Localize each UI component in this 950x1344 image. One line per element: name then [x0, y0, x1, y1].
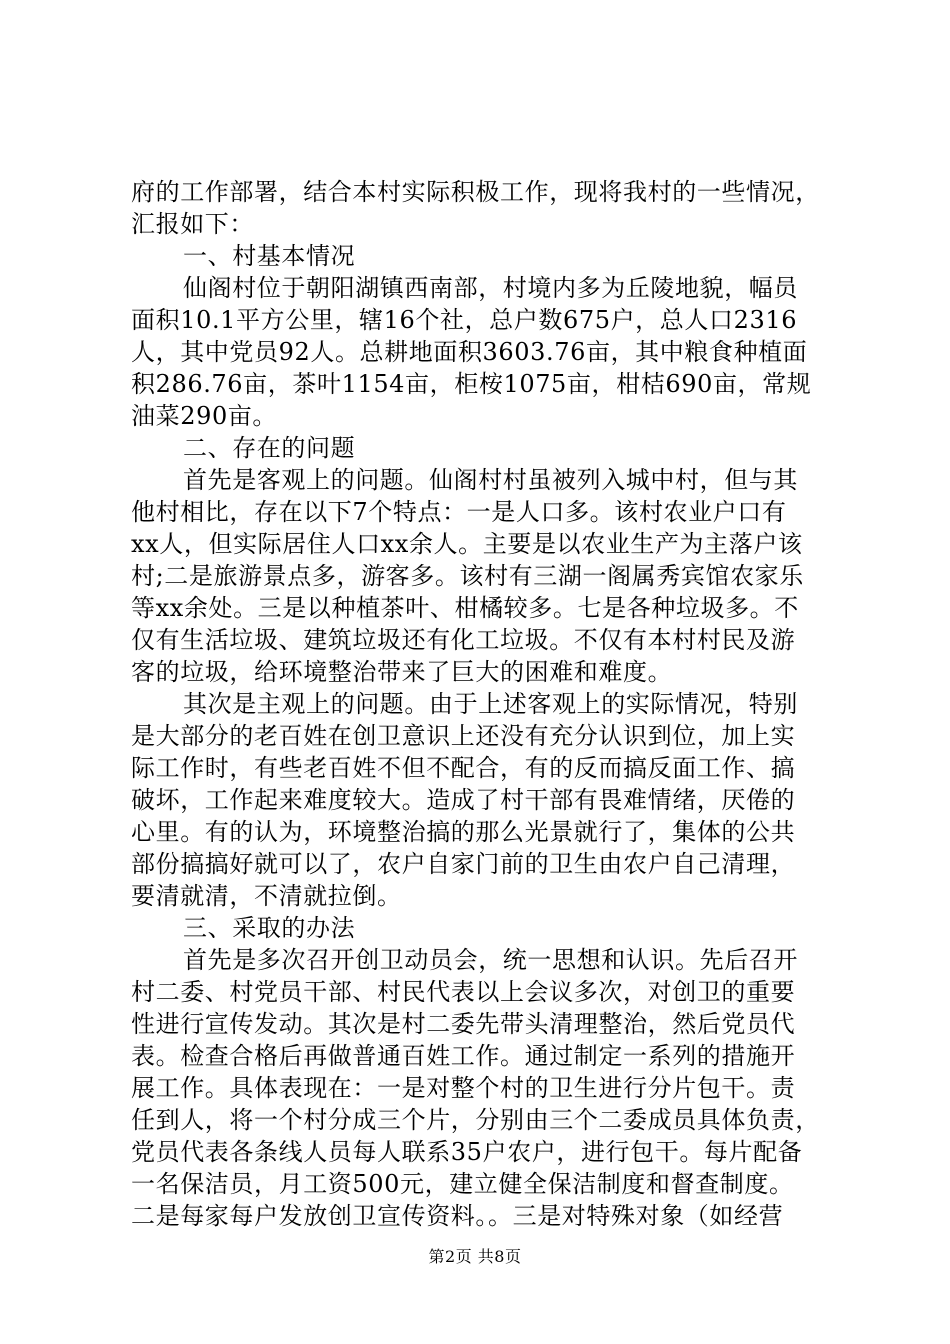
text-line: 破坏，工作起来难度较大。造成了村干部有畏难情绪，厌倦的: [131, 786, 796, 814]
text-line: 要清就清，不清就拉倒。: [131, 882, 402, 910]
text-line: 人，其中党员92人。总耕地面积3603.76亩，其中粮食种植面: [131, 338, 808, 366]
text-line: 府的工作部署，结合本村实际积极工作，现将我村的一些情况，: [131, 178, 820, 206]
text-line: 首先是多次召开创卫动员会，统一思想和认识。先后召开: [183, 946, 798, 974]
text-line: 是大部分的老百姓在创卫意识上还没有充分认识到位，加上实: [131, 722, 796, 750]
text-line: 展工作。具体表现在：一是对整个村的卫生进行分片包干。责: [131, 1074, 796, 1102]
text-line: 村;二是旅游景点多，游客多。该村有三湖一阁属秀宾馆农家乐: [131, 562, 804, 590]
section-heading: 三、采取的办法: [183, 914, 356, 942]
text-line: 仅有生活垃圾、建筑垃圾还有化工垃圾。不仅有本村村民及游: [131, 626, 796, 654]
text-line: 汇报如下：: [131, 210, 254, 238]
text-line: 客的垃圾，给环境整治带来了巨大的困难和难度。: [131, 658, 673, 686]
text-line: 心里。有的认为，环境整治搞的那么光景就行了，集体的公共: [131, 818, 796, 846]
text-line: xx人，但实际居住人口xx余人。主要是以农业生产为主落户该: [131, 530, 803, 558]
section-heading: 二、存在的问题: [183, 434, 356, 462]
text-line: 仙阁村位于朝阳湖镇西南部，村境内多为丘陵地貌，幅员: [183, 274, 798, 302]
text-line: 等xx余处。三是以种植茶叶、柑橘较多。七是各种垃圾多。不: [131, 594, 799, 622]
text-line: 油菜290亩。: [131, 402, 278, 430]
page-footer: 第2页 共8页: [428, 1247, 522, 1266]
text-line: 部份搞搞好就可以了，农户自家门前的卫生由农户自己清理，: [131, 850, 796, 878]
text-line: 一名保洁员，月工资500元，建立健全保洁制度和督查制度。: [131, 1170, 794, 1198]
text-line: 村二委、村党员干部、村民代表以上会议多次，对创卫的重要: [131, 978, 796, 1006]
text-line: 任到人，将一个村分成三个片，分别由三个二委成员具体负责，: [131, 1106, 820, 1134]
text-line: 际工作时，有些老百姓不但不配合，有的反而搞反面工作、搞: [131, 754, 796, 782]
text-line: 他村相比，存在以下7个特点：一是人口多。该村农业户口有: [131, 498, 787, 526]
text-line: 积286.76亩，茶叶1154亩，柜桉1075亩，柑桔690亩，常规: [131, 370, 812, 398]
text-line: 党员代表各条线人员每人联系35户农户，进行包干。每片配备: [131, 1138, 803, 1166]
text-line: 性进行宣传发动。其次是村二委先带头清理整治，然后党员代: [131, 1010, 796, 1038]
text-line: 其次是主观上的问题。由于上述客观上的实际情况，特别: [183, 690, 798, 718]
section-heading: 一、村基本情况: [183, 242, 356, 270]
text-line: 表。检查合格后再做普通百姓工作。通过制定一系列的措施开: [131, 1042, 796, 1070]
text-line: 二是每家每户发放创卫宣传资料。。三是对特殊对象（如经营: [131, 1202, 784, 1230]
text-line: 首先是客观上的问题。仙阁村村虽被列入城中村，但与其: [183, 466, 798, 494]
document-body: [131, 176, 831, 1232]
text-line: 面积10.1平方公里，辖16个社，总户数675户，总人口2316: [131, 306, 798, 334]
